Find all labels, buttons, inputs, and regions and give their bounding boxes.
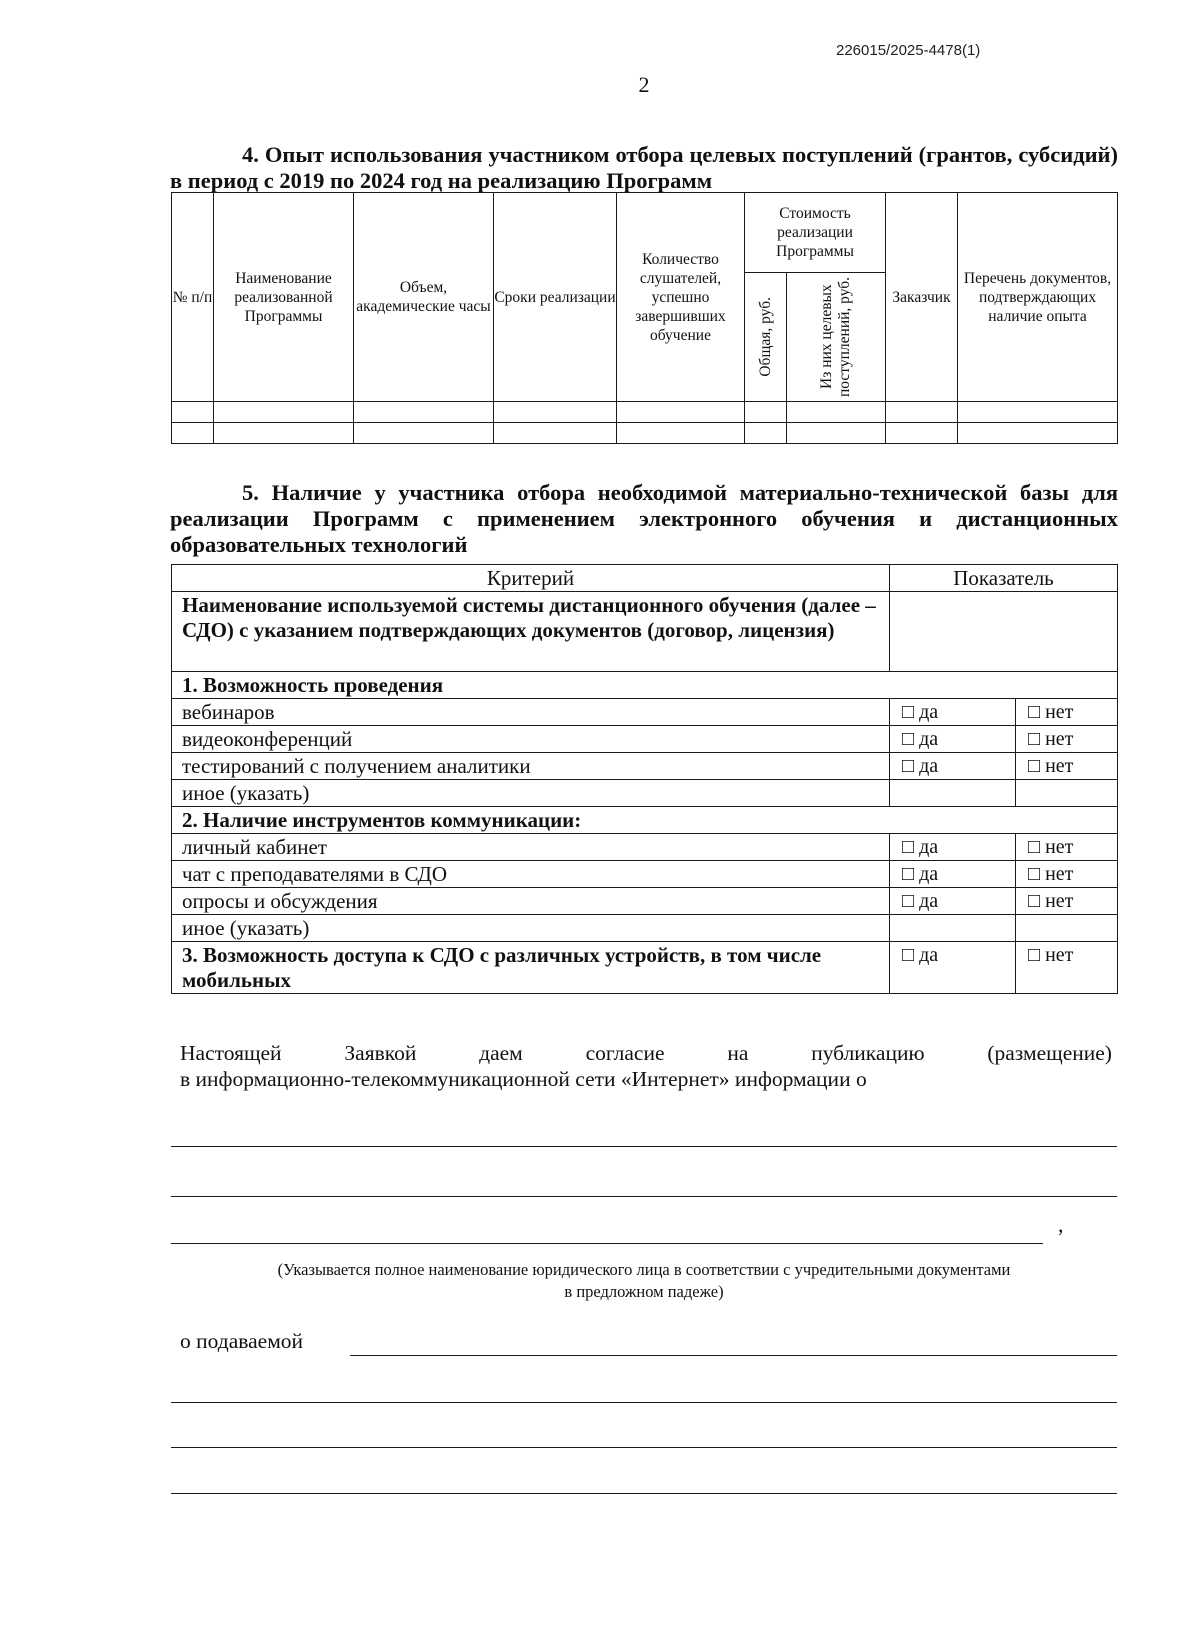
page-number: 2 [638, 72, 650, 97]
consent-word: на [727, 1041, 749, 1065]
no-checkbox[interactable]: □ нет [1016, 888, 1118, 915]
criteria-row [172, 699, 1118, 726]
table-cell[interactable] [172, 402, 214, 423]
fill-line[interactable] [171, 1447, 1117, 1448]
yes-checkbox[interactable]: □ да [890, 942, 1016, 994]
table-cell[interactable] [354, 402, 494, 423]
table-cell[interactable] [494, 423, 617, 444]
criterion-label: иное (указать) [172, 915, 890, 942]
yes-checkbox[interactable]: □ да [890, 699, 1016, 726]
no-checkbox[interactable]: □ нет [1016, 834, 1118, 861]
yes-checkbox[interactable]: □ да [890, 861, 1016, 888]
col-cost-total-label: Общая, руб. [756, 297, 774, 377]
table-cell[interactable] [886, 423, 958, 444]
consent-paragraph [180, 1040, 1112, 1092]
consent-word: Настоящей [180, 1041, 282, 1065]
group-2-title: 2. Наличие инструментов коммуникации: [172, 807, 1118, 834]
table-cell[interactable] [354, 423, 494, 444]
col-cost-target [787, 273, 886, 402]
yes-checkbox[interactable]: □ да [890, 834, 1016, 861]
fill-line[interactable] [350, 1355, 1117, 1356]
table-cell[interactable] [787, 423, 886, 444]
criterion-label: опросы и обсуждения [172, 888, 890, 915]
fill-line[interactable] [171, 1196, 1117, 1197]
other-value-cell[interactable] [1016, 915, 1118, 942]
consent-word: публикацию [811, 1041, 925, 1065]
criterion-label: вебинаров [172, 699, 890, 726]
table-cell[interactable] [172, 423, 214, 444]
table-cell[interactable] [745, 423, 787, 444]
yes-checkbox[interactable]: □ да [890, 753, 1016, 780]
sdo-criterion: Наименование используемой системы дистанционного обучения (далее – СДО) с указанием подтверждающих документов (договор, лицензия) [172, 592, 890, 672]
table-row [172, 402, 1118, 423]
no-checkbox[interactable]: □ нет [1016, 942, 1118, 994]
col-program-name: Наименование реализованной Программы [214, 193, 354, 402]
fill-line[interactable] [171, 1243, 1043, 1244]
group-3-row [172, 942, 1118, 994]
sdo-value-cell[interactable] [890, 592, 1118, 672]
experience-table [171, 192, 1118, 444]
group-1-row [172, 672, 1118, 699]
col-volume: Объем, академические часы [354, 193, 494, 402]
consent-word: (размещение) [987, 1041, 1112, 1065]
yes-checkbox[interactable]: □ да [890, 888, 1016, 915]
table-cell[interactable] [886, 402, 958, 423]
section-4-heading-text: 4. Опыт использования участником отбора целевых поступлений (грантов, субсидий) в период с 2019 по 2024 год на реализацию Программ [170, 142, 1118, 193]
col-cost-target-label: Из них целевых поступлений, руб. [818, 276, 853, 398]
table-cell[interactable] [617, 402, 745, 423]
criteria-table [171, 564, 1118, 994]
yes-checkbox[interactable]: □ да [890, 726, 1016, 753]
criteria-row [172, 915, 1118, 942]
col-criterion: Критерий [172, 565, 890, 592]
criteria-row [172, 753, 1118, 780]
entity-name-caption [171, 1259, 1117, 1303]
group-2-row [172, 807, 1118, 834]
criteria-row [172, 861, 1118, 888]
criterion-label: видеоконференций [172, 726, 890, 753]
consent-word: даем [479, 1041, 523, 1065]
table-cell[interactable] [617, 423, 745, 444]
col-cost-group: Стоимость реализации Программы [745, 193, 886, 273]
col-students: Количество слушателей, успешно завершивших обучение [617, 193, 745, 402]
criteria-row [172, 888, 1118, 915]
criteria-row [172, 834, 1118, 861]
table-cell[interactable] [958, 402, 1118, 423]
no-checkbox[interactable]: □ нет [1016, 753, 1118, 780]
other-value-cell[interactable] [890, 780, 1016, 807]
fill-line[interactable] [171, 1402, 1117, 1403]
col-cost-total [745, 273, 787, 402]
table-cell[interactable] [958, 423, 1118, 444]
consent-word: Заявкой [344, 1041, 417, 1065]
other-value-cell[interactable] [1016, 780, 1118, 807]
table-row [172, 423, 1118, 444]
section-5-heading-text: 5. Наличие у участника отбора необходимой материально-технической базы для реализации Программ с применением электронного обучения и дистанционных образовательных технологий [170, 480, 1118, 557]
criterion-label: тестирований с получением аналитики [172, 753, 890, 780]
no-checkbox[interactable]: □ нет [1016, 861, 1118, 888]
section-5-heading [170, 480, 1118, 558]
other-value-cell[interactable] [890, 915, 1016, 942]
fill-line[interactable] [171, 1493, 1117, 1494]
no-checkbox[interactable]: □ нет [1016, 699, 1118, 726]
comma-mark: , [1058, 1212, 1064, 1237]
caption-line-1: (Указывается полное наименование юридического лица в соответствии с учредительными документами [277, 1260, 1011, 1279]
no-checkbox[interactable]: □ нет [1016, 726, 1118, 753]
document-id: 226015/2025-4478(1) [836, 42, 981, 59]
criterion-label: иное (указать) [172, 780, 890, 807]
table-cell[interactable] [214, 402, 354, 423]
sdo-row [172, 592, 1118, 672]
section-4-heading [170, 142, 1118, 194]
fill-line[interactable] [171, 1146, 1117, 1147]
table-cell[interactable] [214, 423, 354, 444]
table-cell[interactable] [494, 402, 617, 423]
table-cell[interactable] [787, 402, 886, 423]
col-terms: Сроки реализации [494, 193, 617, 402]
group-1-title: 1. Возможность проведения [172, 672, 1118, 699]
col-customer: Заказчик [886, 193, 958, 402]
criteria-row [172, 726, 1118, 753]
col-indicator: Показатель [890, 565, 1118, 592]
podav-label: о подаваемой [180, 1329, 304, 1353]
group-3-title: 3. Возможность доступа к СДО с различных устройств, в том числе мобильных [172, 942, 890, 994]
consent-word: согласие [585, 1041, 665, 1065]
caption-line-2: в предложном падеже) [564, 1282, 724, 1301]
col-docs: Перечень документов, подтверждающих наличие опыта [958, 193, 1118, 402]
criterion-label: чат с преподавателями в СДО [172, 861, 890, 888]
col-num: № п/п [172, 193, 214, 402]
criteria-header-row [172, 565, 1118, 592]
consent-line-2: в информационно-телекоммуникационной сети «Интернет» информации о [180, 1067, 867, 1091]
consent-line-1 [180, 1040, 1112, 1066]
criterion-label: личный кабинет [172, 834, 890, 861]
table-cell[interactable] [745, 402, 787, 423]
criteria-row [172, 780, 1118, 807]
